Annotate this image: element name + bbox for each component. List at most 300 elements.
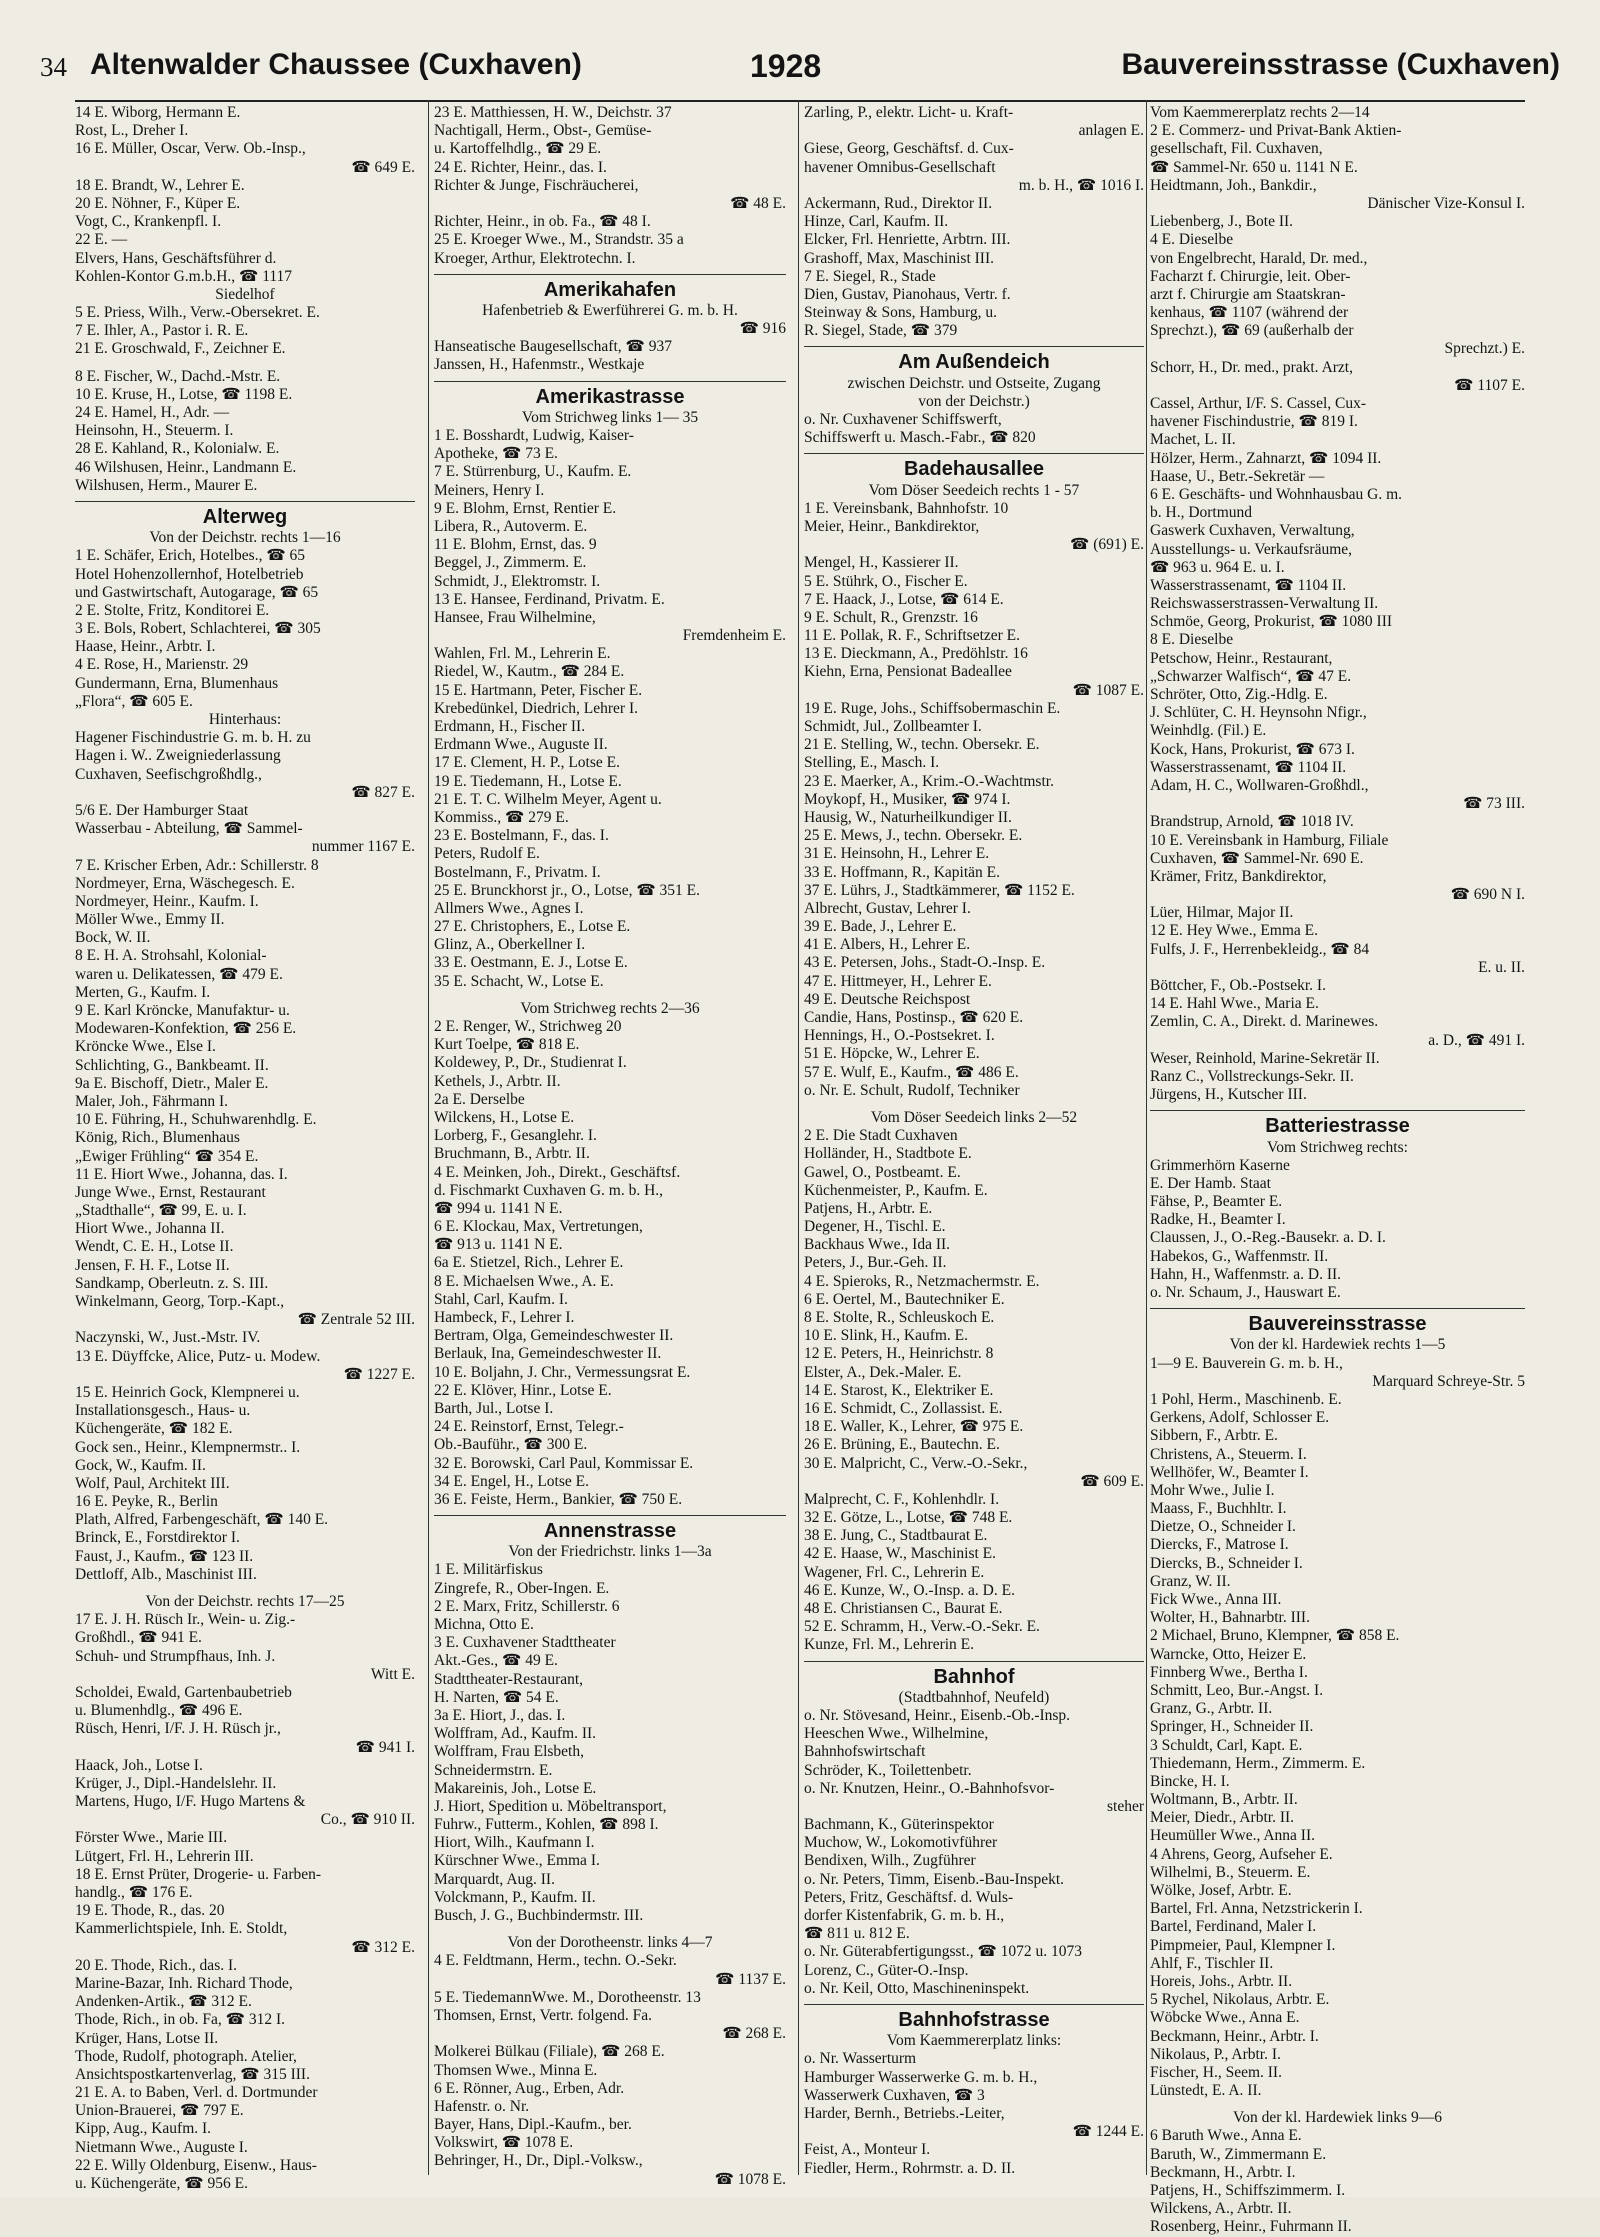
directory-entry: Jürgens, H., Kutscher III. (1150, 1086, 1307, 1104)
header-rule (75, 100, 1525, 102)
directory-entry: Cuxhaven, Seefischgroßhdlg., (75, 765, 262, 783)
directory-entry: Kürschner Wwe., Emma I. (434, 1852, 600, 1870)
directory-entry: Heidtmann, Joh., Bankdir., (1150, 176, 1317, 194)
directory-entry: Giese, Georg, Geschäftsf. d. Cux- (804, 140, 1014, 158)
header-left-title: Altenwalder Chaussee (Cuxhaven) (90, 48, 582, 81)
directory-entry: 7 E. Haack, J., Lotse, ☎ 614 E. (804, 590, 1004, 608)
directory-entry: Hagener Fischindustrie G. m. b. H. zu (75, 729, 311, 747)
street-heading: Bahnhof (804, 1661, 1144, 1689)
directory-entry: Dettloff, Alb., Maschinist III. (75, 1565, 257, 1583)
directory-entry: „Stadthalle“, ☎ 99, E. u. I. (75, 1202, 247, 1220)
directory-entry: Heinsohn, H., Steuerm. I. (75, 422, 234, 440)
street-heading: Badehausallee (804, 453, 1144, 481)
directory-entry: Ranz C., Vollstreckungs-Sekr. II. (1150, 1067, 1354, 1085)
entry-continuation: ☎ 73 III. (1463, 795, 1525, 813)
directory-entry: 30 E. Malpricht, C., Verw.-O.-Sekr., (804, 1454, 1028, 1472)
directory-entry: Mohr Wwe., Julie I. (1150, 1481, 1275, 1499)
directory-entry: havener Fischindustrie, ☎ 819 I. (1150, 413, 1358, 431)
directory-entry: 1 E. Militärfiskus (434, 1561, 543, 1579)
directory-entry: 7 E. Stürrenburg, U., Kaufm. E. (434, 463, 632, 481)
directory-entry: Kammerlichtspiele, Inh. E. Stoldt, (75, 1920, 288, 1938)
directory-entry: 5/6 E. Der Hamburger Staat (75, 801, 249, 819)
directory-entry: 11 E. Hiort Wwe., Johanna, das. I. (75, 1165, 288, 1183)
directory-entry: Hahn, H., Waffenmstr. a. D. II. (1150, 1265, 1342, 1283)
directory-entry: Maass, F., Buchhltr. I. (1150, 1500, 1287, 1518)
directory-entry: 9 E. Blohm, Ernst, Rentier E. (434, 499, 617, 517)
directory-entry: Wolter, H., Bahnarbtr. III. (1150, 1609, 1310, 1627)
directory-entry: 5 E. Stührk, O., Fischer E. (804, 572, 968, 590)
directory-entry: Baruth, W., Zimmermann E. (1150, 2145, 1327, 2163)
directory-entry: Elvers, Hans, Geschäftsführer d. (75, 249, 277, 267)
directory-entry: Michna, Otto E. (434, 1616, 534, 1634)
directory-entry: Großhdl., ☎ 941 E. (75, 1629, 202, 1647)
directory-entry: 1 E. Vereinsbank, Bahnhofstr. 10 (804, 499, 1009, 517)
directory-entry: H. Narten, ☎ 54 E. (434, 1688, 559, 1706)
directory-entry: dorfer Kistenfabrik, G. m. b. H., (804, 1907, 1005, 1925)
entry-continuation: nummer 1167 E. (311, 838, 415, 856)
street-heading: Alterweg (75, 501, 415, 529)
section-caption: Von der Friedrichstr. links 1—3a (508, 1543, 712, 1561)
directory-entry: 10 E. Kruse, H., Lotse, ☎ 1198 E. (75, 385, 293, 403)
directory-entry: Erdmann, H., Fischer II. (434, 718, 586, 736)
directory-entry: Marquardt, Aug. II. (434, 1870, 555, 1888)
directory-entry: Kröncke Wwe., Else I. (75, 1038, 216, 1056)
directory-entry: Bachmann, K., Güterinspektor (804, 1816, 994, 1834)
directory-entry: Schiffswerft u. Masch.-Fabr., ☎ 820 (804, 429, 1036, 447)
directory-entry: Dien, Gustav, Pianohaus, Vertr. f. (804, 285, 1011, 303)
spacer (804, 1100, 1144, 1109)
directory-entry: Radke, H., Beamter I. (1150, 1211, 1286, 1229)
directory-entry: 43 E. Petersen, Johs., Stadt-O.-Insp. E. (804, 954, 1046, 972)
entry-continuation: Fremdenheim E. (682, 627, 786, 645)
directory-entry: Ausstellungs- u. Verkaufsräume, (1150, 540, 1353, 558)
directory-entry: von Engelbrecht, Harald, Dr. med., (1150, 249, 1368, 267)
directory-entry: 26 E. Brüning, E., Bautechn. E. (804, 1436, 1000, 1454)
directory-entry: 4 Ahrens, Georg, Aufseher E. (1150, 1845, 1333, 1863)
directory-entry: Krebedünkel, Diedrich, Lehrer I. (434, 699, 638, 717)
directory-entry: 3a E. Hiort, J., das. I. (434, 1706, 566, 1724)
directory-entry: Hanseatische Baugesellschaft, ☎ 937 (434, 338, 672, 356)
directory-entry: ☎ 811 u. 812 E. (804, 1925, 910, 1943)
directory-entry: o. Nr. Keil, Otto, Maschineninspekt. (804, 1979, 1030, 1997)
directory-entry: Küchenmeister, P., Kaufm. E. (804, 1181, 988, 1199)
header-year: 1928 (750, 48, 822, 84)
directory-entry: Wolf, Paul, Architekt III. (75, 1474, 230, 1492)
directory-entry: 52 E. Schramm, H., Verw.-O.-Sekr. E. (804, 1618, 1040, 1636)
directory-entry: 6 Baruth Wwe., Anna E. (1150, 2127, 1302, 2145)
directory-entry: Riedel, W., Kautm., ☎ 284 E. (434, 663, 625, 681)
directory-entry: 20 E. Thode, Rich., das. I. (75, 1956, 238, 1974)
column-3 (804, 104, 1144, 2175)
directory-entry: waren u. Delikatessen, ☎ 479 E. (75, 965, 283, 983)
directory-entry: 21 E. Groschwald, F., Zeichner E. (75, 340, 286, 358)
spacer (434, 1925, 786, 1934)
directory-entry: Nikolaus, P., Arbtr. I. (1150, 2045, 1281, 2063)
entry-continuation: ☎ 916 (739, 320, 786, 338)
directory-entry: Wasserwerk Cuxhaven, ☎ 3 (804, 2086, 985, 2104)
directory-entry: 19 E. Thode, R., das. 20 (75, 1902, 225, 1920)
column-4 (1150, 104, 1525, 2236)
directory-entry: Feist, A., Monteur I. (804, 2141, 931, 2159)
directory-entry: Zemlin, C. A., Direkt. d. Marinewes. (1150, 1013, 1379, 1031)
directory-entry: Richter, Heinr., in ob. Fa., ☎ 48 I. (434, 213, 651, 231)
directory-entry: 31 E. Heinsohn, H., Lehrer E. (804, 845, 990, 863)
directory-entry: u. Kartoffelhdlg., ☎ 29 E. (434, 140, 602, 158)
directory-entry: R. Siegel, Stade, ☎ 379 (804, 322, 958, 340)
directory-entry: b. H., Dortmund (1150, 504, 1253, 522)
directory-entry: Candie, Hans, Postinsp., ☎ 620 E. (804, 1009, 1024, 1027)
directory-entry: 25 E. Kroeger Wwe., M., Strandstr. 35 a (434, 231, 684, 249)
directory-entry: 16 E. Müller, Oscar, Verw. Ob.-Insp., (75, 140, 306, 158)
directory-entry: 36 E. Feiste, Herm., Bankier, ☎ 750 E. (434, 1490, 683, 1508)
directory-entry: Pimpmeier, Paul, Klempner I. (1150, 1936, 1336, 1954)
directory-entry: Volkswirt, ☎ 1078 E. (434, 2134, 574, 2152)
directory-entry: Horeis, Johs., Arbtr. II. (1150, 1972, 1293, 1990)
directory-entry: Union-Brauerei, ☎ 797 E. (75, 2102, 244, 2120)
directory-entry: Ob.-Bauführ., ☎ 300 E. (434, 1436, 588, 1454)
directory-entry: Rost, L., Dreher I. (75, 122, 189, 140)
directory-entry: ☎ Sammel-Nr. 650 u. 1141 N E. (1150, 158, 1358, 176)
directory-entry: 27 E. Christophers, E., Lotse E. (434, 918, 631, 936)
directory-entry: Fuhrw., Futterm., Kohlen, ☎ 898 I. (434, 1816, 659, 1834)
directory-entry: 24 E. Hamel, H., Adr. — (75, 404, 230, 421)
directory-entry: 42 E. Haase, W., Maschinist E. (804, 1545, 997, 1563)
directory-entry: 39 E. Bade, J., Lehrer E. (804, 918, 957, 936)
directory-entry: Beckmann, H., Arbtr. I. (1150, 2163, 1296, 2181)
directory-entry: Granz, G., Arbtr. II. (1150, 1700, 1273, 1718)
directory-entry: 38 E. Jung, C., Stadtbaurat E. (804, 1527, 988, 1545)
entry-continuation: Co., ☎ 910 II. (320, 1811, 415, 1829)
directory-entry: 23 E. Matthiessen, H. W., Deichstr. 37 (434, 104, 672, 121)
directory-entry: 2 Michael, Bruno, Klempner, ☎ 858 E. (1150, 1627, 1400, 1645)
street-heading: Bauvereinsstrasse (1150, 1308, 1525, 1336)
directory-entry: Wasserstrassenamt, ☎ 1104 II. (1150, 758, 1347, 776)
directory-entry: Merten, G., Kaufm. I. (75, 983, 211, 1001)
directory-entry: Nordmeyer, Erna, Wäschegesch. E. (75, 874, 295, 892)
directory-entry: Kurt Toelpe, ☎ 818 E. (434, 1036, 580, 1054)
spacer (1150, 2100, 1525, 2109)
directory-entry: 8 E. Stolte, R., Schleuskoch E. (804, 1309, 995, 1327)
directory-entry: 25 E. Brunckhorst jr., O., Lotse, ☎ 351 E. (434, 881, 700, 899)
directory-entry: Richter & Junge, Fischräucherei, (434, 176, 639, 194)
section-caption: Von der kl. Hardewiek links 9—6 (1233, 2109, 1442, 2127)
directory-entry: Muchow, W., Lokomotivführer (804, 1834, 998, 1852)
directory-entry: Kommiss., ☎ 279 E. (434, 808, 569, 826)
directory-entry: 9a E. Bischoff, Dietr., Maler E. (75, 1074, 269, 1092)
directory-entry: Moykopf, H., Musiker, ☎ 974 I. (804, 790, 1011, 808)
directory-entry: 6 E. Oertel, M., Bautechniker E. (804, 1290, 1005, 1308)
directory-entry: Cassel, Arthur, I/F. S. Cassel, Cux- (1150, 395, 1367, 412)
entry-continuation: m. b. H., ☎ 1016 I. (1018, 176, 1144, 194)
directory-entry: 57 E. Wulf, E., Kaufm., ☎ 486 E. (804, 1063, 1019, 1081)
directory-entry: Akt.-Ges., ☎ 49 E. (434, 1652, 558, 1670)
directory-entry: u. Küchengeräte, ☎ 956 E. (75, 2175, 248, 2193)
directory-entry: Hiort, Wilh., Kaufmann I. (434, 1834, 595, 1852)
directory-entry: Kohlen-Kontor G.m.b.H., ☎ 1117 (75, 267, 293, 285)
directory-entry: 11 E. Blohm, Ernst, das. 9 (434, 536, 597, 554)
directory-entry: Hagen i. W.. Zweigniederlassung (75, 747, 281, 765)
directory-entry: Beggel, J., Zimmerm. E. (434, 554, 587, 572)
directory-entry: Hamburger Wasserwerke G. m. b. H., (804, 2068, 1038, 2086)
directory-entry: 23 E. Maerker, A., Krim.-O.-Wachtmstr. (804, 772, 1054, 790)
directory-entry: Patjens, H., Arbtr. E. (804, 1199, 933, 1217)
directory-entry: Ackermann, Rud., Direktor II. (804, 194, 993, 212)
entry-continuation: Sprechzt.) E. (1444, 340, 1525, 358)
directory-entry: Elcker, Frl. Henriette, Arbtrn. III. (804, 231, 1011, 249)
directory-entry: 8 E. Michaelsen Wwe., A. E. (434, 1272, 614, 1290)
street-heading: Amerikahafen (434, 274, 786, 302)
directory-entry: 23 E. Bostelmann, F., das. I. (434, 827, 609, 845)
directory-entry: Christens, A., Steuerm. I. (1150, 1445, 1307, 1463)
directory-entry: o. Nr. Stövesand, Heinr., Eisenb.-Ob.-Insp. (804, 1706, 1071, 1724)
directory-entry: Meier, Heinr., Bankdirektor, (804, 517, 980, 535)
directory-entry: Bartel, Frl. Anna, Netzstrickerin I. (1150, 1900, 1363, 1918)
directory-entry: Hambeck, F., Lehrer I. (434, 1309, 575, 1327)
directory-entry: Grimmerhörn Kaserne (1150, 1156, 1290, 1174)
directory-entry: Marine-Bazar, Inh. Richard Thode, (75, 1974, 293, 1992)
directory-entry: Krämer, Fritz, Bankdirektor, (1150, 867, 1327, 885)
directory-entry: Fulfs, J. F., Herrenbekleidg., ☎ 84 (1150, 940, 1370, 958)
directory-entry: Grashoff, Max, Maschinist III. (804, 249, 994, 267)
directory-entry: Vogt, C., Krankenpfl. I. (75, 213, 222, 231)
directory-entry: 2a E. Derselbe (434, 1090, 525, 1108)
section-caption: (Stadtbahnhof, Neufeld) (898, 1688, 1050, 1706)
section-caption: Vom Strichweg rechts: (1267, 1138, 1408, 1156)
directory-entry: Reichswasserstrassen-Verwaltung II. (1150, 595, 1379, 613)
directory-entry: Heeschen Wwe., Wilhelmine, (804, 1725, 989, 1743)
directory-entry: Wilckens, A., Arbtr. II. (1150, 2200, 1292, 2218)
directory-entry: Vom Kaemmererplatz rechts 2—14 (1150, 104, 1370, 121)
directory-entry: Brinck, E., Forstdirektor I. (75, 1529, 240, 1547)
directory-entry: 17 E. J. H. Rüsch Ir., Wein- u. Zig.- (75, 1611, 296, 1629)
entry-continuation: Witt E. (370, 1665, 415, 1683)
directory-entry: 10 E. Führing, H., Schuhwarenhdlg. E. (75, 1111, 317, 1129)
directory-entry: Fähse, P., Beamter E. (1150, 1193, 1283, 1211)
section-caption: von der Deichstr.) (918, 392, 1030, 410)
directory-entry: 35 E. Schacht, W., Lotse E. (434, 972, 604, 990)
directory-entry: 3 E. Bols, Robert, Schlachterei, ☎ 305 (75, 620, 321, 638)
directory-entry: 10 E. Slink, H., Kaufm. E. (804, 1327, 969, 1345)
directory-entry: Bostelmann, F., Privatm. I. (434, 863, 601, 881)
directory-entry: 20 E. Nöhner, F., Küper E. (75, 194, 241, 212)
header-right-title: Bauvereinsstrasse (Cuxhaven) (1121, 48, 1560, 81)
directory-entry: 32 E. Götze, L., Lotse, ☎ 748 E. (804, 1509, 1013, 1527)
directory-entry: Böttcher, F., Ob.-Postsekr. I. (1150, 977, 1326, 994)
directory-entry: 46 Wilshusen, Heinr., Landmann E. (75, 458, 297, 476)
directory-entry: Fick Wwe., Anna III. (1150, 1591, 1282, 1609)
section-caption: Vom Döser Seedeich rechts 1 - 57 (868, 481, 1080, 499)
directory-entry: Rüsch, Henri, I/F. J. H. Rüsch jr., (75, 1720, 281, 1738)
directory-entry: Makareinis, Joh., Lotse E. (434, 1779, 597, 1797)
directory-entry: 9 E. Schult, R., Grenzstr. 16 (804, 608, 978, 626)
directory-entry: 9 E. Karl Kröncke, Manufaktur- u. (75, 1002, 290, 1020)
directory-entry: Thode, Rudolf, photograph. Atelier, (75, 2047, 297, 2065)
directory-entry: Schmitt, Leo, Bur.-Angst. I. (1150, 1681, 1324, 1699)
directory-entry: Haack, Joh., Lotse I. (75, 1756, 203, 1774)
directory-entry: o. Nr. Schaum, J., Hauswart E. (1150, 1284, 1341, 1302)
entry-continuation: ☎ 690 N I. (1450, 886, 1525, 904)
entry-continuation: ☎ 1107 E. (1454, 376, 1525, 394)
directory-entry: Nordmeyer, Heinr., Kaufm. I. (75, 892, 259, 910)
directory-entry: 7 E. Siegel, R., Stade (804, 267, 936, 285)
directory-entry: Malprecht, C. F., Kohlenhdlr. I. (804, 1490, 1000, 1508)
directory-entry: 4 E. Rose, H., Marienstr. 29 (75, 656, 249, 674)
directory-entry: kenhaus, ☎ 1107 (während der (1150, 304, 1349, 322)
directory-entry: Lünstedt, E. A. II. (1150, 2082, 1262, 2100)
directory-entry: Weinhdlg. (Fil.) E. (1150, 722, 1267, 740)
entry-continuation: ☎ 827 E. (351, 783, 415, 801)
directory-entry: 6 E. Klockau, Max, Vertretungen, (434, 1218, 643, 1236)
entry-continuation: ☎ 1078 E. (714, 2170, 786, 2188)
directory-entry: Peters, Rudolf E. (434, 845, 540, 863)
directory-entry: Peters, J., Bur.-Geh. II. (804, 1254, 947, 1272)
directory-entry: Machet, L. II. (1150, 431, 1236, 449)
spacer (434, 991, 786, 1000)
directory-entry: 18 E. Waller, K., Lehrer, ☎ 975 E. (804, 1418, 1024, 1436)
directory-entry: Jensen, F. H. F., Lotse II. (75, 1256, 230, 1274)
entry-continuation: ☎ 649 E. (351, 158, 415, 176)
directory-entry: 47 E. Hittmeyer, H., Lehrer E. (804, 972, 992, 990)
directory-entry: Fiedler, Herm., Rohrmstr. a. D. II. (804, 2159, 1016, 2177)
directory-entry: 3 Schuldt, Carl, Kapt. E. (1150, 1736, 1303, 1754)
entry-continuation: Marquard Schreye-Str. 5 (1372, 1372, 1525, 1390)
street-heading: Am Außendeich (804, 346, 1144, 374)
directory-entry: Bincke, H. I. (1150, 1772, 1230, 1790)
entry-continuation: E. u. II. (1478, 958, 1525, 976)
directory-entry: Krüger, J., Dipl.-Handelslehr. II. (75, 1774, 277, 1792)
directory-entry: 22 E. Klöver, Hinr., Lotse E. (434, 1381, 612, 1399)
directory-entry: 2 E. Marx, Fritz, Schillerstr. 6 (434, 1597, 620, 1615)
directory-entry: Patjens, H., Schiffszimmerm. I. (1150, 2182, 1346, 2200)
directory-entry: Wahlen, Frl. M., Lehrerin E. (434, 645, 611, 663)
directory-entry: 22 E. Willy Oldenburg, Eisenw., Haus- (75, 2156, 317, 2174)
directory-entry: 17 E. Clement, H. P., Lotse E. (434, 754, 620, 772)
directory-entry: E. Der Hamb. Staat (1150, 1174, 1271, 1192)
directory-entry: Volckmann, P., Kaufm. II. (434, 1888, 596, 1906)
directory-entry: Schmidt, J., Elektromstr. I. (434, 572, 601, 590)
directory-entry: Schorr, H., Dr. med., prakt. Arzt, (1150, 358, 1353, 376)
directory-entry: Bendixen, Wilh., Zugführer (804, 1852, 976, 1870)
directory-entry: Installationsgesch., Haus- u. (75, 1402, 251, 1420)
directory-entry: Claussen, J., O.-Reg.-Bausekr. a. D. I. (1150, 1229, 1386, 1247)
directory-entry: 32 E. Borowski, Carl Paul, Kommissar E. (434, 1454, 694, 1472)
directory-entry: Wasserstrassenamt, ☎ 1104 II. (1150, 576, 1347, 594)
directory-entry: Ansichtspostkartenverlag, ☎ 315 III. (75, 2065, 310, 2083)
directory-entry: 2 E. Die Stadt Cuxhaven (804, 1127, 958, 1145)
directory-entry: Meier, Diedr., Arbtr. II. (1150, 1809, 1295, 1827)
entry-continuation: ☎ 1244 E. (1072, 2123, 1144, 2141)
directory-entry: Diercks, F., Matrose I. (1150, 1536, 1289, 1554)
directory-entry: o. Nr. E. Schult, Rudolf, Techniker (804, 1081, 1020, 1099)
directory-entry: Hausig, W., Naturheilkundiger II. (804, 808, 1012, 826)
directory-entry: 14 E. Wiborg, Hermann E. (75, 104, 241, 121)
directory-entry: Hotel Hohenzollernhof, Hotelbetrieb (75, 565, 304, 583)
section-caption: zwischen Deichstr. und Ostseite, Zugang (847, 374, 1101, 392)
directory-entry: Kroeger, Arthur, Elektrotechn. I. (434, 249, 636, 267)
directory-entry: 3 E. Cuxhavener Stadttheater (434, 1634, 616, 1652)
spacer (75, 359, 415, 368)
directory-entry: Junge Wwe., Ernst, Restaurant (75, 1183, 266, 1201)
directory-entry: Cuxhaven, ☎ Sammel-Nr. 690 E. (1150, 849, 1364, 867)
directory-entry: 2 E. Renger, W., Strichweg 20 (434, 1018, 622, 1036)
directory-entry: 1—9 E. Bauverein G. m. b. H., (1150, 1354, 1343, 1372)
directory-entry: Woltmann, B., Arbtr. II. (1150, 1791, 1298, 1809)
directory-entry: 22 E. — (75, 231, 128, 249)
directory-entry: Sprechzt.), ☎ 69 (außerhalb der (1150, 322, 1354, 340)
directory-entry: und Gastwirtschaft, Autogarage, ☎ 65 (75, 583, 319, 601)
directory-entry: Lorberg, F., Gesanglehr. I. (434, 1127, 597, 1145)
directory-entry: 49 E. Deutsche Reichspost (804, 990, 971, 1008)
directory-entry: Erdmann Wwe., Auguste II. (434, 736, 608, 754)
directory-entry: Habekos, G., Waffenmstr. II. (1150, 1247, 1329, 1265)
directory-entry: Thode, Rich., in ob. Fa, ☎ 312 I. (75, 2011, 286, 2029)
page-number: 34 (40, 52, 67, 82)
directory-entry: Schröder, K., Toilettenbetr. (804, 1761, 972, 1779)
directory-entry: 16 E. Peyke, R., Berlin (75, 1493, 218, 1511)
entry-continuation: ☎ (691) E. (1070, 536, 1144, 554)
directory-entry: Mengel, H., Kassierer II. (804, 554, 959, 572)
directory-entry: Wellhöfer, W., Beamter I. (1150, 1463, 1309, 1481)
directory-entry: Gock sen., Heinr., Klempnermstr.. I. (75, 1438, 301, 1456)
directory-entry: Stadttheater-Restaurant, (434, 1670, 584, 1688)
street-heading: Bahnhofstrasse (804, 2004, 1144, 2032)
directory-entry: 11 E. Pollak, R. F., Schriftsetzer E. (804, 627, 1021, 645)
directory-entry: Kipp, Aug., Kaufm. I. (75, 2120, 212, 2138)
directory-entry: 12 E. Peters, H., Heinrichstr. 8 (804, 1345, 994, 1363)
directory-entry: Adam, H. C., Wollwaren-Großhdl., (1150, 776, 1369, 794)
directory-entry: o. Nr. Güterabfertigungsst., ☎ 1072 u. 1073 (804, 1943, 1083, 1961)
directory-entry: Zingrefe, R., Ober-Ingen. E. (434, 1579, 610, 1597)
directory-entry: Naczynski, W., Just.-Mstr. IV. (75, 1329, 261, 1347)
column-divider (428, 100, 429, 2175)
directory-entry: Schmöe, Georg, Prokurist, ☎ 1080 III (1150, 613, 1393, 631)
directory-entry: Hennings, H., O.-Postsekret. I. (804, 1027, 995, 1045)
directory-entry: 13 E. Hansee, Ferdinand, Privatm. E. (434, 590, 665, 608)
directory-entry: Gundermann, Erna, Blumenhaus (75, 674, 279, 692)
directory-entry: Warncke, Otto, Heizer E. (1150, 1645, 1307, 1663)
directory-entry: Hansee, Frau Wilhelmine, (434, 608, 596, 626)
directory-entry: u. Blumenhdlg., ☎ 496 E. (75, 1702, 243, 1720)
directory-entry: Lütgert, Frl. H., Lehrerin III. (75, 1847, 254, 1865)
directory-entry: Möller Wwe., Emmy II. (75, 911, 225, 929)
directory-entry: Gerkens, Adolf, Schlosser E. (1150, 1409, 1330, 1427)
directory-entry: 10 E. Vereinsbank in Hamburg, Filiale (1150, 831, 1389, 849)
directory-entry: „Flora“, ☎ 605 E. (75, 692, 193, 710)
directory-entry: 33 E. Oestmann, E. J., Lotse E. (434, 954, 628, 972)
directory-entry: J. Schlüter, C. H. Heynsohn Nfigr., (1150, 704, 1367, 722)
directory-entry: Diercks, B., Schneider I. (1150, 1554, 1303, 1572)
directory-entry: Allmers Wwe., Agnes I. (434, 899, 584, 917)
entry-continuation: ☎ 48 E. (730, 194, 786, 212)
directory-entry: 24 E. Richter, Heinr., das. I. (434, 158, 607, 176)
directory-entry: Gaswerk Cuxhaven, Verwaltung, (1150, 522, 1355, 540)
entry-continuation: ☎ 312 E. (351, 1938, 415, 1956)
directory-entry: Hölzer, Herm., Zahnarzt, ☎ 1094 II. (1150, 449, 1382, 467)
directory-entry: 13 E. Dieckmann, A., Predöhlstr. 16 (804, 645, 1028, 663)
directory-entry: Finnberg Wwe., Bertha I. (1150, 1663, 1308, 1681)
directory-entry: Barth, Jul., Lotse I. (434, 1399, 554, 1417)
directory-entry: Thiedemann, Herm., Zimmerm. E. (1150, 1754, 1366, 1772)
entry-continuation: ☎ 609 E. (1080, 1472, 1144, 1490)
directory-entry: Dietze, O., Schneider I. (1150, 1518, 1296, 1536)
street-heading: Annenstrasse (434, 1515, 786, 1543)
directory-entry: Kunze, Frl. M., Lehrerin E. (804, 1636, 975, 1654)
directory-entry: Ahlf, F., Tischler II. (1150, 1954, 1274, 1972)
directory-entry: Haase, U., Betr.-Sekretär — (1150, 467, 1325, 485)
directory-entry: 28 E. Kahland, R., Kolonialw. E. (75, 440, 280, 458)
directory-entry: Gawel, O., Postbeamt. E. (804, 1163, 961, 1181)
directory-entry: 5 E. TiedemannWwe. M., Dorotheenstr. 13 (434, 1988, 701, 2006)
